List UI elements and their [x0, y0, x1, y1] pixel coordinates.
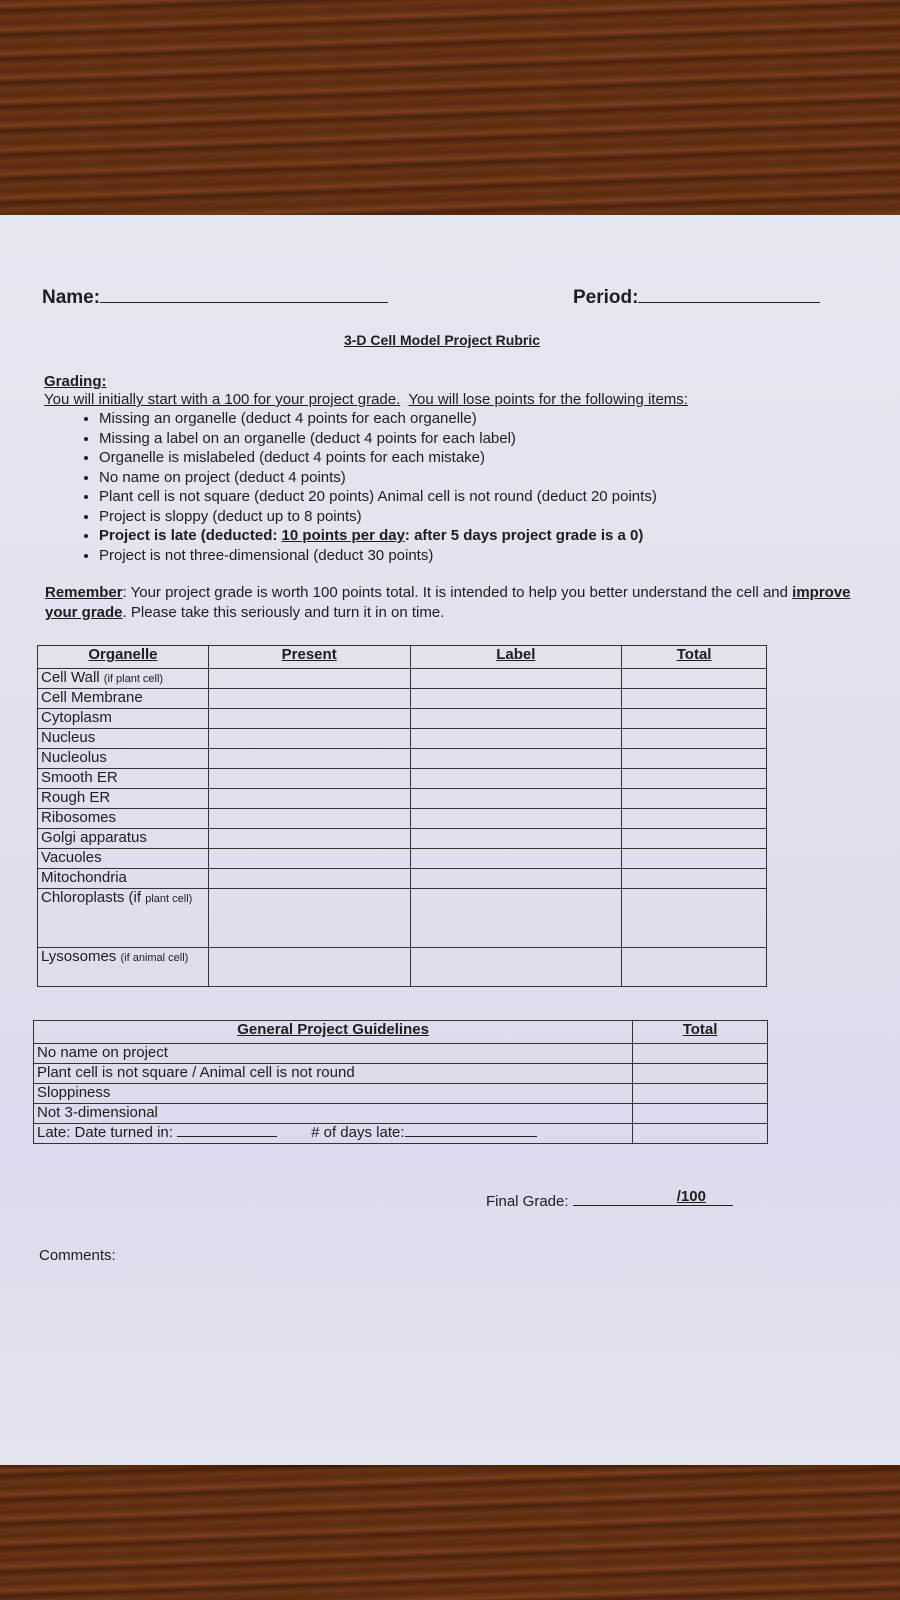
total-cell[interactable] — [622, 689, 767, 709]
total-cell[interactable] — [622, 709, 767, 729]
period-field[interactable]: Period: — [573, 287, 820, 309]
total-cell[interactable] — [633, 1104, 768, 1124]
table-row — [38, 869, 767, 889]
present-cell[interactable] — [208, 789, 410, 809]
total-cell[interactable] — [622, 749, 767, 769]
present-cell[interactable] — [208, 889, 410, 948]
total-cell[interactable] — [622, 948, 767, 987]
list-item: • Organelle is mislabeled (deduct 4 points for each mistake) — [99, 448, 688, 468]
table-row — [38, 669, 767, 689]
present-cell[interactable] — [208, 669, 410, 689]
total-cell[interactable] — [622, 669, 767, 689]
total-cell[interactable] — [622, 849, 767, 869]
total-cell[interactable] — [633, 1044, 768, 1064]
label-cell[interactable] — [410, 829, 622, 849]
table-row: Sloppiness — [34, 1084, 768, 1104]
label-cell[interactable] — [410, 809, 622, 829]
date-turned-in-field[interactable] — [177, 1136, 277, 1137]
table-row — [38, 709, 767, 729]
table-row — [38, 729, 767, 749]
table-row-late: Late: Date turned in: # of days late: — [34, 1124, 768, 1144]
organelle-name: Golgi apparatus — [38, 829, 209, 849]
total-cell[interactable] — [622, 809, 767, 829]
label-cell[interactable] — [410, 889, 622, 948]
organelle-table — [37, 645, 767, 987]
table-row — [38, 948, 767, 987]
total-cell[interactable] — [622, 889, 767, 948]
table-row — [38, 769, 767, 789]
list-item: • No name on project (deduct 4 points) — [99, 468, 688, 488]
total-cell[interactable] — [622, 729, 767, 749]
organelle-name: Cytoplasm — [38, 709, 209, 729]
organelle-name: Lysosomes (if animal cell) — [38, 948, 209, 987]
organelle-name: Smooth ER — [38, 769, 209, 789]
table-header-row: General Project Guidelines Total — [34, 1021, 768, 1044]
list-item: • Missing an organelle (deduct 4 points for each organelle) — [99, 409, 688, 429]
days-late-field[interactable] — [405, 1136, 537, 1137]
label-cell[interactable] — [410, 709, 622, 729]
organelle-name: Cell Wall (if plant cell) — [38, 669, 209, 689]
table-row — [38, 749, 767, 769]
organelle-name: Cell Membrane — [38, 689, 209, 709]
page-title: 3-D Cell Model Project Rubric — [343, 332, 541, 348]
list-item-late: • Project is late (deducted: 10 points per day: after 5 days project grade is a 0) — [99, 526, 688, 546]
table-header-row: Organelle Present Label Total — [38, 646, 767, 669]
guidelines-table — [33, 1020, 768, 1144]
table-row: Not 3-dimensional — [34, 1104, 768, 1124]
list-item: • Project is not three-dimensional (deduct 30 points) — [99, 546, 688, 566]
present-cell[interactable] — [208, 709, 410, 729]
label-cell[interactable] — [410, 669, 622, 689]
total-cell[interactable] — [633, 1124, 768, 1144]
organelle-name: Mitochondria — [38, 869, 209, 889]
list-item: • Project is sloppy (deduct up to 8 points) — [99, 507, 688, 527]
organelle-name: Ribosomes — [38, 809, 209, 829]
table-row — [38, 849, 767, 869]
label-cell[interactable] — [410, 769, 622, 789]
table-row — [38, 889, 767, 948]
total-cell[interactable] — [622, 829, 767, 849]
deduction-list — [44, 409, 688, 565]
list-item: • Plant cell is not square (deduct 20 points) Animal cell is not round (deduct 20 points) — [99, 487, 688, 507]
present-cell[interactable] — [208, 948, 410, 987]
organelle-name: Rough ER — [38, 789, 209, 809]
comments-label: Comments: — [39, 1247, 116, 1264]
remember-note: Remember: Your project grade is worth 100 points total. It is intended to help you better understand the cell and improve your grade. Please take this seriously and turn it in on time. — [45, 584, 851, 621]
organelle-name: Nucleus — [38, 729, 209, 749]
table-row — [38, 809, 767, 829]
label-cell[interactable] — [410, 729, 622, 749]
label-cell[interactable] — [410, 749, 622, 769]
organelle-name: Chloroplasts (if plant cell) — [38, 889, 209, 948]
final-grade-field[interactable]: /100 — [573, 1205, 733, 1206]
present-cell[interactable] — [208, 749, 410, 769]
present-cell[interactable] — [208, 729, 410, 749]
grading-heading: Grading: — [44, 373, 107, 390]
present-cell[interactable] — [208, 849, 410, 869]
label-cell[interactable] — [410, 689, 622, 709]
present-cell[interactable] — [208, 689, 410, 709]
label-cell[interactable] — [410, 789, 622, 809]
rubric-paper — [0, 215, 900, 1465]
name-field[interactable]: Name: — [42, 287, 388, 309]
organelle-name: Nucleolus — [38, 749, 209, 769]
table-row: Plant cell is not square / Animal cell is not round — [34, 1064, 768, 1084]
label-cell[interactable] — [410, 948, 622, 987]
total-cell[interactable] — [622, 769, 767, 789]
final-grade: Final Grade: /100 — [486, 1193, 733, 1210]
total-cell[interactable] — [622, 869, 767, 889]
organelle-name: Vacuoles — [38, 849, 209, 869]
label-cell[interactable] — [410, 849, 622, 869]
list-item: • Missing a label on an organelle (deduct 4 points for each label) — [99, 429, 688, 449]
present-cell[interactable] — [208, 829, 410, 849]
label-cell[interactable] — [410, 869, 622, 889]
total-cell[interactable] — [633, 1064, 768, 1084]
present-cell[interactable] — [208, 869, 410, 889]
total-cell[interactable] — [622, 789, 767, 809]
total-cell[interactable] — [633, 1084, 768, 1104]
table-row — [38, 829, 767, 849]
present-cell[interactable] — [208, 769, 410, 789]
table-row — [38, 789, 767, 809]
table-row — [38, 689, 767, 709]
grading-section: Grading: You will initially start with a 100 for your project grade. You will lose points for the following items: • Missing an organelle (deduct 4 points for each organelle) • Missing a label on an organelle (deduct 4 points for each label) • Organelle is mislabeled (deduct 4 points for each mistake) • No name on project (deduct 4 points) • Plant cell is not square (deduct 20 points) Animal cell is not round (deduct 20 points) • Project is sloppy (deduct up to 8 points) • Project is late (deducted: 10 points per day: after 5 days project grade is a 0) • Project is not three-dimensional (deduct 30 points) — [44, 373, 688, 565]
table-row: No name on project — [34, 1044, 768, 1064]
present-cell[interactable] — [208, 809, 410, 829]
